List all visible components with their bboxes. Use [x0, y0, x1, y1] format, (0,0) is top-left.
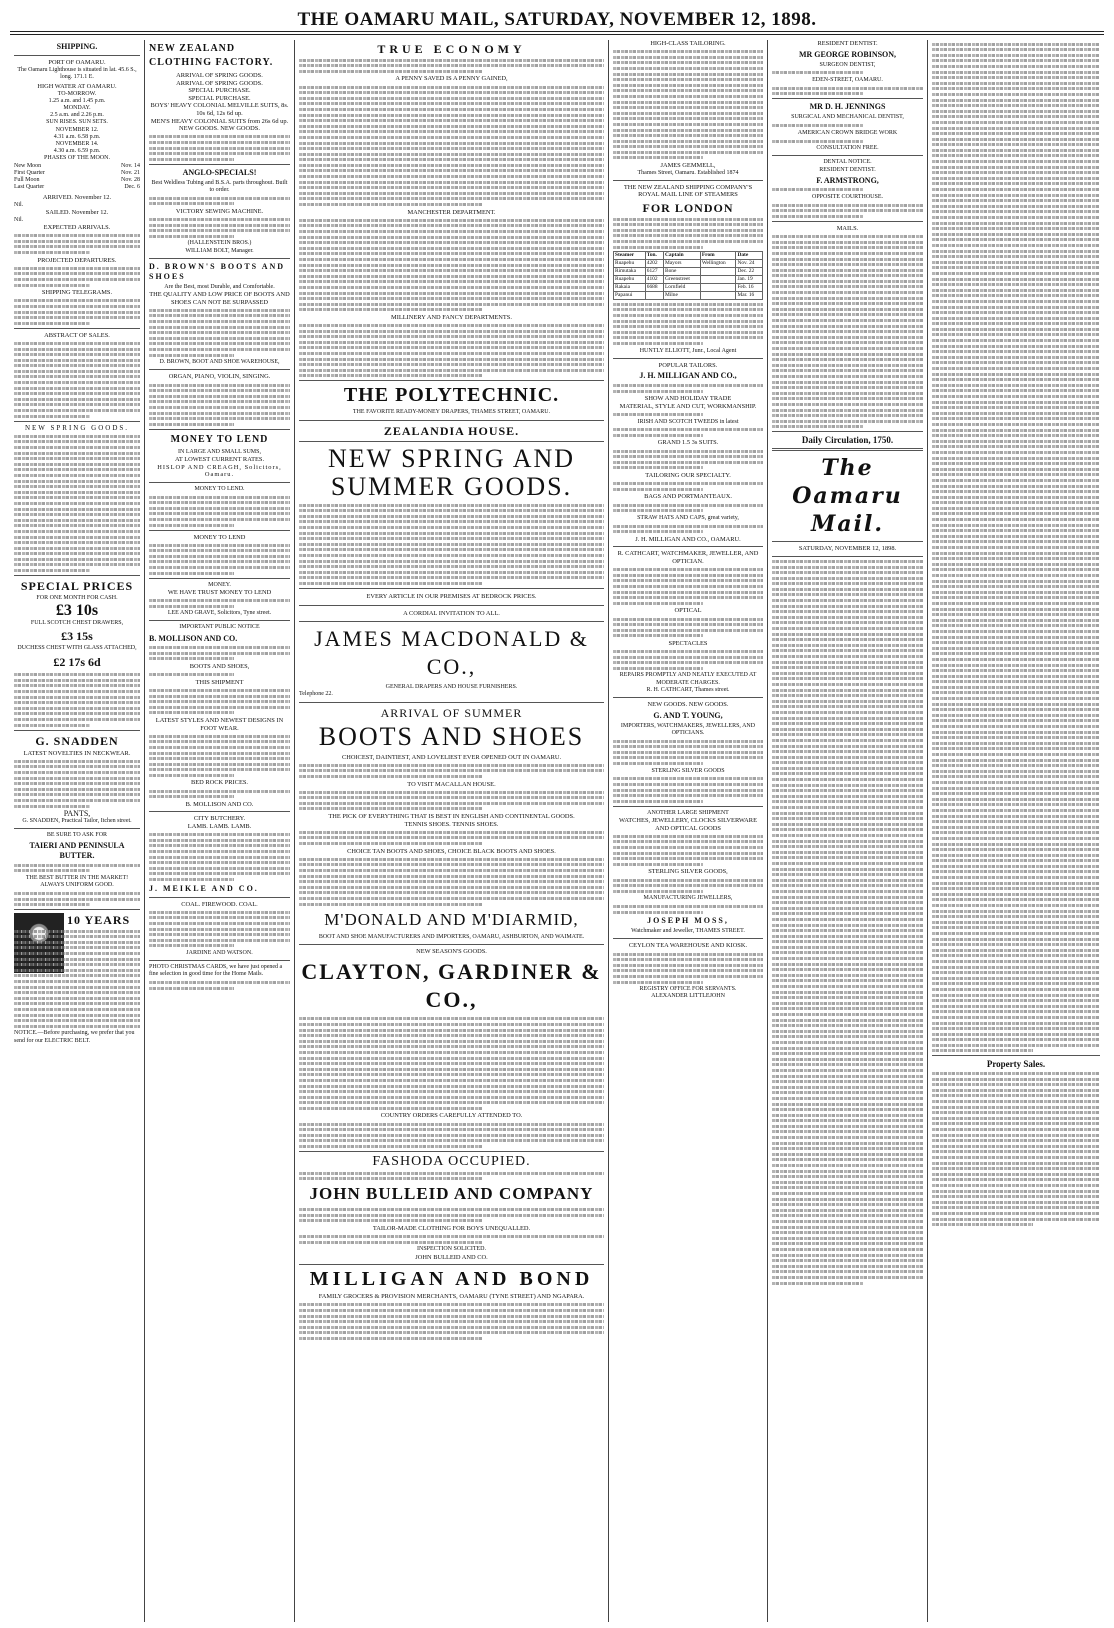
hallenstein: (HALLENSTEIN BROS.) — [187, 240, 252, 247]
grand-suits: GRAND 1.5 3s SUITS. — [657, 439, 719, 447]
column-2 — [145, 40, 295, 1622]
mollison-heading: B. MOLLISON AND CO. — [149, 633, 238, 643]
sailed-heading: SAILED. November 12. — [45, 209, 109, 217]
bags-line: BAGS AND PORTMANTEAUX. — [644, 493, 732, 501]
sun-row: 4.30 a.m. 6.59 p.m. — [53, 148, 101, 155]
special-purchase: SPECIAL PURCHASE. — [188, 87, 251, 95]
text-block — [299, 858, 604, 906]
ask-heading: BE SURE TO ASK FOR — [46, 831, 108, 838]
text-block — [772, 140, 923, 143]
zealandia-heading: ZEALANDIA HOUSE. — [383, 423, 520, 438]
article-text — [772, 560, 923, 1285]
millinery-heading: MILLINERY AND FANCY DEPARTMENTS. — [391, 313, 512, 321]
arrival-heading: ARRIVAL OF SUMMER — [380, 705, 523, 720]
text-block — [613, 879, 763, 893]
bulleid-sign: JOHN BULLEID AND CO. — [415, 1253, 488, 1261]
text-block — [299, 1303, 604, 1340]
ceylon-heading: CEYLON TEA WAREHOUSE AND KIOSK. — [628, 942, 748, 950]
column-1 — [10, 40, 145, 1622]
text-block — [299, 1172, 604, 1181]
text-block — [613, 953, 763, 984]
milligan-heading: MILLIGAN AND BOND — [309, 1268, 594, 1291]
text-block — [613, 450, 763, 470]
choice-tan-line: CHOICE TAN BOOTS AND SHOES, CHOICE BLACK BOOTS AND SHOES. — [347, 847, 556, 855]
quality-heading: THE QUALITY AND LOW PRICE OF BOOTS AND SHOES CAN NOT BE SURPASSED — [149, 291, 290, 306]
text-block — [299, 791, 604, 811]
dentist-heading: RESIDENT DENTIST. — [817, 40, 878, 47]
snadden-heading: G. SNADDEN — [35, 733, 119, 748]
text-block — [772, 235, 923, 428]
text-block — [299, 831, 604, 845]
price: £3 10s — [55, 602, 99, 620]
consultation: CONSULTATION FREE. — [816, 145, 879, 152]
milligan-sign: J. H. MILLIGAN AND CO., OAMARU. — [635, 535, 741, 543]
gemmell-heading: JAMES GEMMELL, — [660, 162, 716, 170]
neckwear-heading: LATEST NOVELTIES IN NECKWEAR. — [23, 749, 131, 757]
column-3 — [295, 40, 609, 1622]
littlejohn-sign: ALEXANDER LITTLEJOHN — [651, 993, 725, 1000]
text-block — [613, 428, 763, 437]
text-block — [613, 50, 763, 159]
moon-row: New Moon Nov. 14 — [14, 162, 140, 169]
cathcart-sign: R. H. CATHCART, Thames street. — [646, 686, 730, 693]
jardine-sign: JARDINE AND WATSON. — [186, 949, 253, 956]
photo-cards: PHOTO CHRISTMAS CARDS, we have just opened a fine selection in good time for the Home Mails. — [149, 964, 283, 978]
text-block — [149, 911, 290, 948]
column-6 — [928, 40, 1104, 1622]
text-block — [149, 309, 290, 357]
text-block — [14, 435, 140, 572]
jennings-heading: MR D. H. JENNINGS — [809, 102, 886, 112]
special-prices-heading: SPECIAL PRICES — [20, 579, 134, 594]
paper-date: SATURDAY, NOVEMBER 12, 1898. — [798, 545, 897, 553]
new-goods: NEW GOODS. NEW GOODS. — [647, 701, 729, 709]
columns — [10, 40, 1104, 1622]
armstrong-heading: F. ARMSTRONG, — [816, 175, 879, 185]
property-sales-heading: Property Sales. — [986, 1059, 1046, 1070]
special-purchase: SPECIAL PURCHASE. — [188, 94, 251, 102]
text-block — [149, 833, 290, 881]
text-block — [14, 760, 140, 808]
text-block — [149, 689, 290, 714]
text-block — [149, 496, 290, 527]
bulleid-heading: JOHN BULLEID AND COMPANY — [309, 1184, 594, 1204]
sterling-line: STERLING SILVER GOODS — [651, 767, 725, 774]
arrival-heading: ARRIVAL OF SPRING GOODS. — [176, 79, 263, 87]
bolt: WILLIAM BOLT, Manager. — [185, 247, 254, 254]
table-row: Rimutaka 6127 Bone Dec. 22 — [614, 268, 763, 276]
text-block — [14, 342, 140, 418]
boys-suits: BOYS' HEAVY COLONIAL MELVILLE SUITS, 8s. 10s 6d, 12s 6d up. — [150, 102, 289, 117]
coal-heading: COAL. FIREWOOD. COAL. — [181, 900, 258, 908]
sailed-text: Nil. — [14, 216, 24, 223]
money-sub: IN LARGE AND SMALL SUMS, — [178, 448, 261, 455]
abstract-heading: ABSTRACT OF SALES. — [44, 331, 110, 339]
text-block — [613, 650, 763, 670]
text-block — [613, 740, 763, 765]
text-block — [613, 777, 763, 802]
high-water-line: TO-MORROW. — [57, 90, 97, 97]
text-block — [772, 87, 923, 96]
clayton-heading: CLAYTON, GARDINER & CO., — [301, 959, 602, 1013]
polytechnic-sub: THE FAVORITE READY-MONEY DRAPERS, THAMES STREET, OAMARU. — [352, 409, 551, 416]
macallan-line: TO VISIT MACALLAN HOUSE. — [407, 780, 496, 788]
text-block — [14, 267, 140, 287]
text-block — [613, 303, 763, 345]
high-water-heading: HIGH WATER AT OAMARU. — [37, 83, 117, 90]
moon-row: First Quarter Nov. 21 — [14, 169, 140, 176]
arrived-heading: ARRIVED. November 12. — [42, 194, 112, 202]
money-title: MONEY. — [208, 581, 231, 588]
text-block — [772, 188, 923, 191]
article-text — [932, 1072, 1100, 1226]
spectacles-heading: SPECTACLES — [668, 639, 708, 647]
special-prices-sub: FOR ONE MONTH FOR CASH. — [36, 595, 118, 602]
bridge-work: AMERICAN CROWN BRIDGE WORK — [797, 129, 898, 136]
tailoring-heading: HIGH-CLASS TAILORING. — [650, 40, 726, 47]
masthead-rule — [10, 32, 1104, 35]
text-block — [613, 413, 763, 416]
bicycles-note: Best Weldless Tubing and B.S.A. parts throughout. Built to order. — [151, 179, 288, 193]
column-4 — [609, 40, 768, 1622]
item-label: FULL SCOTCH CHEST DRAWERS, — [30, 620, 124, 627]
polytechnic-heading: THE POLYTECHNIC. — [343, 384, 560, 407]
hislop-heading: HISLOP AND CREAGH, Solicitors, Oamaru. — [157, 463, 282, 479]
tailor-made: TAILOR-MADE CLOTHING FOR BOYS UNEQUALLED. — [372, 1225, 531, 1232]
moss-heading: JOSEPH MOSS, — [647, 916, 729, 926]
high-water-line: 1.25 a.m. and 1.45 p.m. — [48, 97, 106, 104]
projected-heading: PROJECTED DEPARTURES. — [37, 256, 117, 264]
text-block — [299, 764, 604, 778]
text-block — [299, 59, 604, 73]
new-season-line: NEW SEASON'S GOODS. — [416, 947, 487, 955]
shipping-heading: SHIPPING. — [56, 42, 98, 51]
true-economy-heading: TRUE ECONOMY — [377, 42, 526, 56]
show-heading: SHOW AND HOLIDAY TRADE — [644, 395, 732, 403]
mollison-sign: B. MOLLISON AND CO. — [185, 800, 254, 808]
organ-heading: ORGAN, PIANO, VIOLIN, SINGING. — [168, 373, 271, 381]
milligan-sub: FAMILY GROCERS & PROVISION MERCHANTS, OAMARU (TYNE STREET) AND NGAPARA. — [318, 1293, 585, 1301]
resident-dentist: RESIDENT DENTIST. — [819, 166, 876, 173]
text-block — [299, 1017, 604, 1110]
text-block — [613, 905, 763, 914]
text-block — [299, 1235, 604, 1244]
article-text — [932, 43, 1100, 1053]
pants-heading: PANTS, — [63, 809, 91, 819]
dental-notice: DENTAL NOTICE. — [823, 159, 872, 166]
money-heading: MONEY TO LEND — [170, 433, 269, 445]
text-block — [299, 1123, 604, 1148]
browns-heading: D. BROWN'S BOOTS AND SHOES — [149, 261, 286, 281]
opposite-courthouse: OPPOSITE COURTHOUSE. — [812, 193, 883, 200]
lighthouse-note: The Oamaru Lighthouse is situated in lat. 45.6 S., long. 171.1 E. — [17, 66, 137, 80]
eden-street: EDEN-STREET, OAMARU. — [812, 76, 883, 83]
money-sub: AT LOWEST CURRENT RATES. — [174, 455, 265, 463]
manchester-heading: MANCHESTER DEPARTMENT. — [407, 208, 496, 216]
mdonald-sub: BOOT AND SHOE MANUFACTURERS AND IMPORTERS, OAMARU, ASHBURTON, AND WAIMATE. — [318, 933, 585, 940]
text-block — [149, 135, 290, 160]
text-block — [299, 219, 604, 312]
item-label: DUCHESS CHEST WITH GLASS ATTACHED, — [17, 645, 137, 652]
text-block — [299, 504, 604, 585]
high-water-line: 2.5 a.m. and 2.26 p.m. — [50, 112, 104, 119]
choicest-line: CHOICEST, DAINTIEST, AND LOVELIEST EVER OPENED OUT IN OAMARU. — [341, 753, 562, 761]
bed-rock: BED ROCK PRICES. — [191, 779, 248, 787]
penny-heading: A PENNY SAVED IS A PENNY GAINED, — [395, 75, 508, 83]
young-heading: G. AND T. YOUNG, — [653, 710, 723, 720]
mfg-line: MANUFACTURING JEWELLERS, — [643, 895, 733, 902]
london-heading: FOR LONDON — [642, 201, 734, 216]
circulation: Daily Circulation, 1750. — [801, 435, 894, 446]
text-block — [149, 981, 290, 990]
text-block — [613, 525, 763, 534]
cordial-line: A CORDIAL INVITATION TO ALL. — [403, 609, 500, 617]
telephone: Telephone 22. — [299, 691, 333, 698]
notice-heading: IMPORTANT PUBLIC NOTICE — [179, 624, 260, 631]
text-block — [149, 646, 290, 660]
text-block — [613, 218, 763, 249]
sun-row: 4.31 a.m. 6.58 p.m. — [53, 133, 101, 140]
port-heading: PORT OF OAMARU. — [48, 59, 106, 66]
notice-text: NOTICE.—Before purchasing, we prefer that you send for our ELECTRIC BELT. — [14, 1030, 135, 1044]
text-block — [149, 790, 290, 799]
moon-row: Last Quarter Dec. 6 — [14, 184, 140, 191]
text-block — [149, 673, 290, 676]
moon-row: Full Moon Nov. 28 — [14, 177, 140, 184]
spring-goods-heading: NEW SPRING GOODS. — [24, 423, 130, 432]
cathcart-heading: R. CATHCART, WATCHMAKER, JEWELLER, AND OPTICIAN. — [617, 550, 759, 565]
arrival-heading: ARRIVAL OF SPRING GOODS. — [176, 72, 263, 79]
repairs-line: REPAIRS PROMPTLY AND NEATLY EXECUTED AT MODERATE CHARGES. — [619, 672, 757, 686]
new-goods: NEW GOODS. NEW GOODS. — [179, 125, 260, 133]
text-block — [149, 544, 290, 575]
optical-heading: OPTICAL — [674, 607, 702, 615]
boots-shoes-heading: BOOTS AND SHOES — [318, 721, 585, 751]
masthead: THE OAMARU MAIL, SATURDAY, NOVEMBER 12, 1898. — [10, 8, 1104, 32]
sun-row: NOVEMBER 12. — [55, 126, 99, 133]
bedrock-line: EVERY ARTICLE IN OUR PREMISES AT BEDROCK PRICES. — [366, 592, 537, 600]
price: £2 17s 6d — [53, 654, 101, 669]
text-block — [149, 218, 290, 238]
text-block — [14, 234, 140, 254]
text-block — [613, 618, 763, 638]
elliott-sign: HUNTLY ELLIOTT, Junr., Local Agent — [639, 347, 737, 354]
text-block — [299, 324, 604, 377]
price: £3 15s — [61, 629, 93, 644]
robinson-sub: SURGEON DENTIST, — [819, 61, 876, 68]
high-water-line: MONDAY. — [63, 105, 91, 111]
sun-heading: SUN RISES. SUN SETS. — [46, 119, 108, 126]
specialty: TAILORING OUR SPECIALTY. — [645, 472, 731, 480]
text-block — [14, 892, 140, 906]
text-block — [299, 1208, 604, 1222]
mdonald-heading: M'DONALD AND M'DIARMID, — [324, 909, 579, 929]
butter-note: THE BEST BUTTER IN THE MARKET! ALWAYS UNIFORM GOOD. — [25, 874, 129, 889]
macdonald-heading: JAMES MACDONALD & CO., — [314, 626, 589, 680]
popular-heading: POPULAR TAILORS. — [658, 361, 718, 369]
lamb-line: LAMB. LAMB. LAMB. — [187, 823, 252, 831]
years-heading: 10 YEARS — [67, 913, 131, 928]
text-block — [149, 735, 290, 777]
text-block — [772, 71, 923, 74]
table-row: Rakaia 6688 Lornfield Feb. 16 — [614, 284, 763, 292]
registry-line: REGISTRY OFFICE FOR SERVANTS. — [639, 986, 737, 993]
column-5 — [768, 40, 928, 1622]
trust-heading: WE HAVE TRUST MONEY TO LEND — [167, 588, 272, 596]
text-block — [149, 197, 290, 206]
snadden-sign: G. SNADDEN, Practical Tailor, Itchen street. — [22, 817, 132, 824]
text-block — [613, 504, 763, 513]
latest-styles: LATEST STYLES AND NEWEST DESIGNS IN FOOT WEAR. — [155, 716, 284, 732]
text-block — [299, 86, 604, 206]
text-block — [613, 568, 763, 605]
paper-title: The Oamaru Mail. — [792, 455, 903, 538]
straw-line: STRAW HATS AND CAPS, great variety, — [637, 514, 739, 521]
shipping-table — [613, 251, 763, 300]
shipment-heading: THIS SHIPMENT — [195, 678, 244, 686]
irish-line: IRISH AND SCOTCH TWEEDS in latest — [637, 418, 739, 425]
material-heading: MATERIAL, STYLE AND CUT, WORKMANSHIP. — [619, 402, 757, 410]
table-row: Ruapehu 4202 Mayors Wellington Nov. 24 — [614, 260, 763, 268]
anglo-specials: ANGLO-SPECIALS! — [182, 167, 257, 177]
jennings-sub: SURGICAL AND MECHANICAL DENTIST, — [791, 114, 904, 121]
mens-suits: MEN'S HEAVY COLONIAL SUITS from 26s 6d up. — [150, 117, 289, 125]
text-block — [772, 124, 923, 127]
sun-row: NOVEMBER 14. — [55, 141, 99, 148]
telegrams-heading: SHIPPING TELEGRAMS. — [41, 289, 113, 297]
moss-sub: Watchmaker and Jeweller, THAMES STREET. — [631, 928, 745, 935]
sterling-heading: STERLING SILVER GOODS, — [648, 868, 728, 876]
butter-heading: TAIERI AND PENINSULA BUTTER. — [29, 841, 125, 861]
nz-clothing-heading: NEW ZEALAND CLOTHING FACTORY. — [149, 43, 274, 68]
boots-heading: BOOTS AND SHOES, — [189, 663, 250, 671]
expected-heading: EXPECTED ARRIVALS. — [43, 224, 111, 232]
moon-heading: PHASES OF THE MOON. — [44, 155, 110, 162]
text-block — [14, 673, 140, 726]
text-block — [613, 835, 763, 866]
gemmell-sub: Thames Street, Oamaru. Established 1874 — [637, 169, 739, 176]
tennis-line: TENNIS SHOES. TENNIS SHOES. — [404, 820, 499, 828]
meikle-heading: J. MEIKLE AND CO. — [149, 883, 259, 893]
watches-heading: WATCHES, JEWELLERY, CLOCKS SILVERWARE AND OPTICAL GOODS — [619, 816, 757, 832]
robinson-heading: MR GEORGE ROBINSON, — [798, 49, 897, 59]
victory-heading: VICTORY SEWING MACHINE. — [175, 207, 264, 215]
brown-sign: D. BROWN, BOOT AND SHOE WAREHOUSE, — [159, 359, 280, 366]
text-block — [772, 204, 923, 218]
browns-sub: Are the Best, most Durable, and Comfortable. — [164, 283, 275, 290]
text-block — [613, 384, 763, 393]
young-sub: IMPORTERS, WATCHMAKERS, JEWELLERS, AND OPTICIANS. — [620, 722, 756, 736]
another-shipment: ANOTHER LARGE SHIPMENT — [647, 809, 729, 816]
table-row: Papanui Milne Mar. 16 — [614, 292, 763, 300]
text-block — [613, 482, 763, 491]
money-lend: MONEY TO LEND — [193, 533, 246, 541]
new-spring-heading: NEW SPRING AND SUMMER GOODS. — [327, 443, 576, 501]
fashoda-heading: FASHODA OCCUPIED. — [372, 1154, 531, 1170]
text-block — [149, 599, 290, 608]
mails-heading: MAILS. — [836, 224, 859, 232]
milligan-heading: J. H. MILLIGAN AND CO., — [639, 371, 737, 381]
table-row: Ruapehu 4102 Greenstreet Jan. 19 — [614, 276, 763, 284]
butchery-heading: CITY BUTCHERY. — [193, 815, 246, 823]
text-block — [14, 864, 140, 873]
money-lend: MONEY TO LEND. — [194, 485, 245, 492]
macdonald-sub: GENERAL DRAPERS AND HOUSE FURNISHERS. — [385, 684, 518, 691]
country-orders: COUNTRY ORDERS CAREFULLY ATTENDED TO. — [380, 1112, 523, 1120]
arrived-text: Nil. — [14, 202, 24, 209]
text-block — [14, 299, 140, 324]
nzship-heading: THE NEW ZEALAND SHIPPING COMPANY'S ROYAL MAIL LINE OF STEAMERS — [623, 183, 753, 199]
inspection-line: INSPECTION SOLICITED. — [417, 1246, 486, 1253]
lee-grave: LEE AND GRAVE, Solicitors, Tyne street. — [167, 610, 272, 617]
text-block — [149, 384, 290, 426]
table-header-row: Steamer Ton. Captain From Date — [614, 252, 763, 260]
pick-line: THE PICK OF EVERYTHING THAT IS BEST IN ENGLISH AND CONTINENTAL GOODS. — [328, 813, 575, 821]
